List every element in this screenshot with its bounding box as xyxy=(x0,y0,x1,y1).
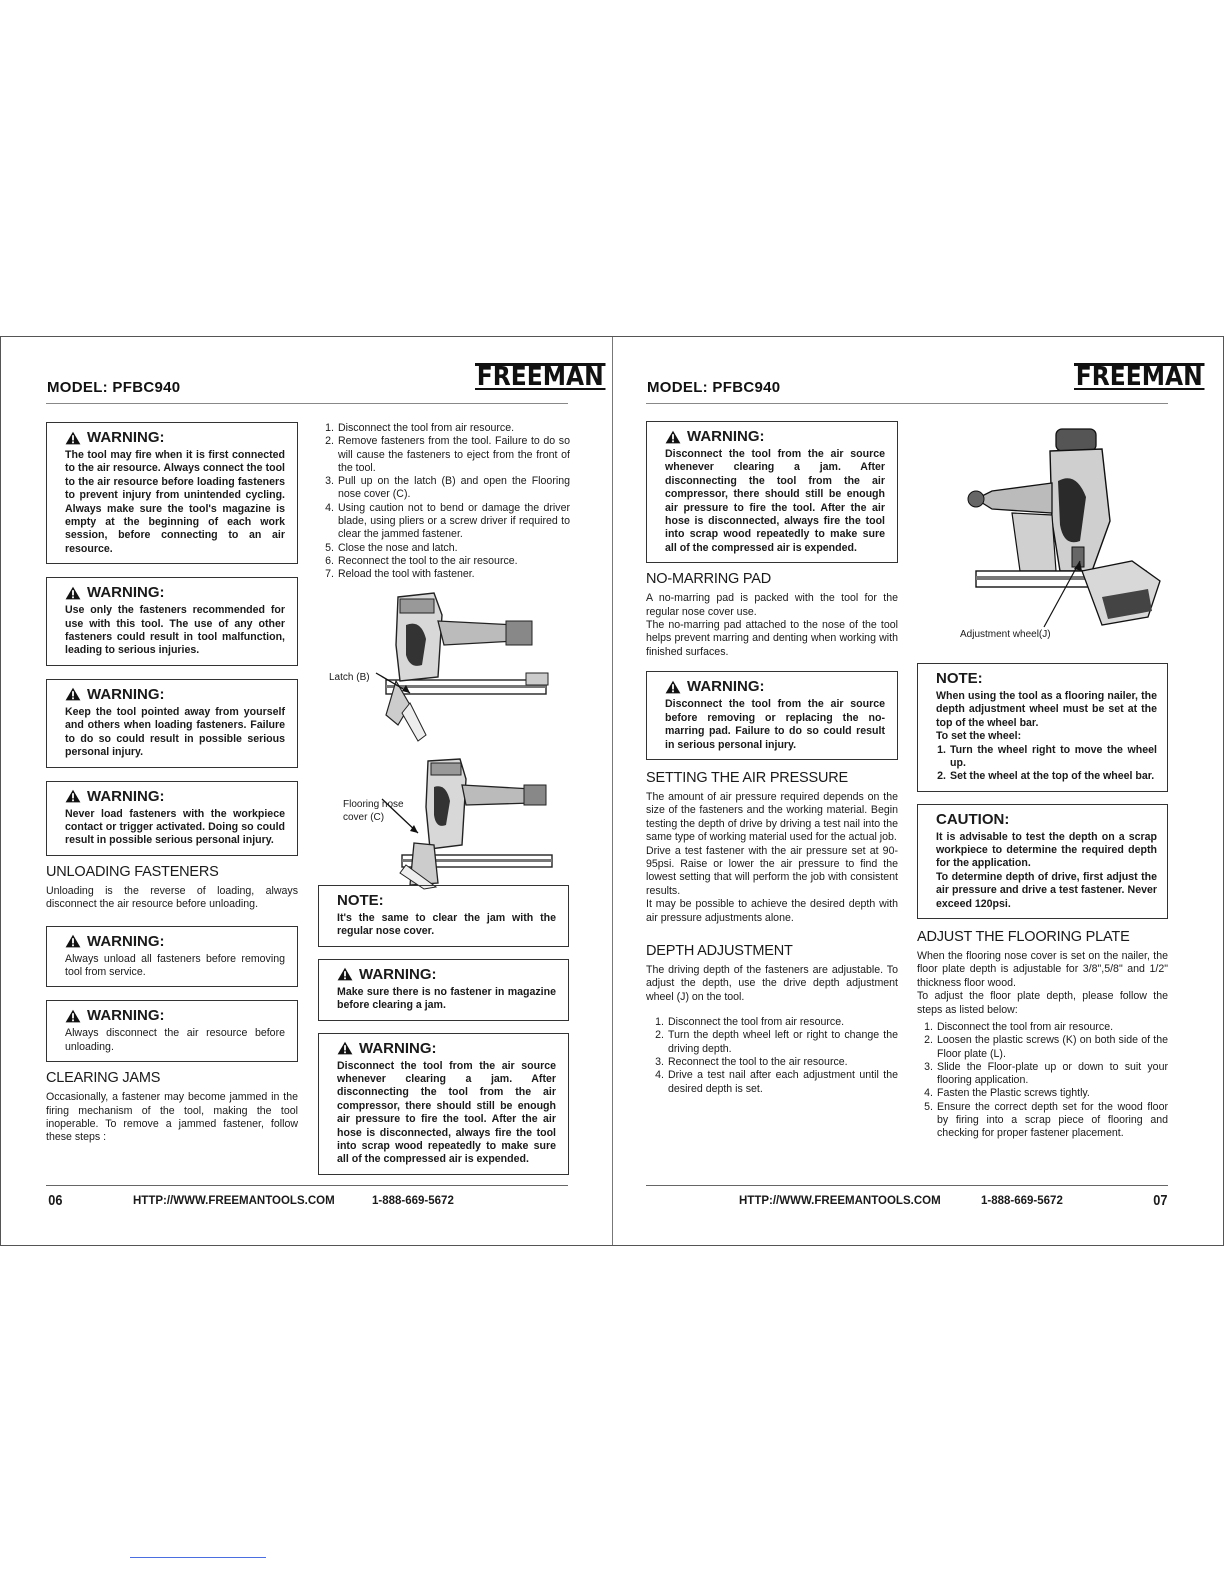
warning-icon xyxy=(665,430,681,444)
paragraph: The no-marring pad attached to the nose of the tool helps prevent marring and denting when working with finished surfaces. xyxy=(646,619,898,658)
link-underline[interactable] xyxy=(130,1557,266,1558)
model-title: MODEL: PFBC940 xyxy=(47,379,181,396)
warning-box xyxy=(318,959,569,1021)
latch-label: Latch (B) xyxy=(329,672,370,683)
warning-title: WARNING: xyxy=(87,685,165,703)
note-title: NOTE: xyxy=(337,892,384,909)
paragraph: A no-marring pad is packed with the tool for the regular nose cover use. xyxy=(646,592,898,618)
section-title: NO-MARRING PAD xyxy=(646,571,772,588)
warning-box xyxy=(46,679,298,768)
warning-text: Never load fasteners with the workpiece contact or trigger activated. Doing so could result in possible serious personal injury. xyxy=(65,807,285,847)
warning-icon xyxy=(65,934,81,948)
note-text: To set the wheel: xyxy=(936,730,1022,743)
list-item: 2. Turn the depth wheel left or right to change the driving depth. xyxy=(655,1029,898,1055)
warning-box xyxy=(46,926,298,988)
nose-cover-label: Flooring nose xyxy=(343,799,404,810)
page-07 xyxy=(612,337,1224,1245)
page-number: 07 xyxy=(1153,1192,1168,1209)
note-text: When using the tool as a flooring nailer, the depth adjustment wheel must be set at the top of the wheel bar. xyxy=(936,690,1157,729)
warning-text: Disconnect the tool from the air source whenever clearing a jam. After disconnecting the tool from the air compressor, there should still be enough air pressure to fire the tool. After the air hose is disconnected, always fire the tool into scrap wood repeatedly to make sure all of the compressed air is expended. xyxy=(337,1059,556,1166)
depth-steps-list xyxy=(646,1016,898,1096)
list-item: 2. Remove fasteners from the tool. Failure to do so will cause the fasteners to eject from the front of the tool. xyxy=(325,435,570,474)
caution-text: To determine depth of drive, first adjust the air pressure and drive a test fastener. Never exceed 120psi. xyxy=(936,870,1157,910)
manual-spread xyxy=(0,336,1224,1246)
list-item: 1. Disconnect the tool from air resource. xyxy=(325,422,515,434)
page-number: 06 xyxy=(48,1192,63,1209)
list-item: 4. Fasten the Plastic screws tightly. xyxy=(924,1087,1090,1100)
floor-steps-list xyxy=(917,1021,1168,1141)
warning-text: Disconnect the tool from the air source before removing or replacing the no-marring pad. Failure to do so could result in serious personal injury. xyxy=(665,698,885,751)
warning-icon xyxy=(665,680,681,694)
list-item: 1. Turn the wheel right to move the wheel up. xyxy=(937,743,1157,769)
caution-box xyxy=(917,804,1168,919)
list-item: 4. Drive a test nail after each adjustment until the desired depth is set. xyxy=(655,1069,898,1095)
footer-rule xyxy=(646,1185,1168,1186)
warning-title: WARNING: xyxy=(87,932,165,950)
warning-title: WARNING: xyxy=(87,787,165,805)
list-item: 1. Disconnect the tool from air resource. xyxy=(655,1016,845,1029)
warning-text: The tool may fire when it is first connected to the air resource. Always connect the tool to the air resource before loading fasteners to prevent injury from unintended cycling. Always make sure the tool's magazine is empty at the beginning of each work session, before connecting to an air resource. xyxy=(65,449,285,555)
steps-column xyxy=(320,422,570,582)
paragraph: It may be possible to achieve the desired depth with air pressure adjustments alone. xyxy=(646,898,898,924)
note-box xyxy=(917,663,1168,792)
list-item: 3. Slide the Floor-plate up or down to suit your flooring application. xyxy=(924,1060,1168,1087)
footer-url: HTTP://WWW.FREEMANTOOLS.COM xyxy=(133,1195,335,1207)
warning-text: Use only the fasteners recommended for use with this tool. The use of any other fasteners could result in tool malfunction, leading to serious injuries. xyxy=(65,604,285,657)
warning-title: WARNING: xyxy=(687,678,765,696)
section-title: DEPTH ADJUSTMENT xyxy=(646,942,793,959)
nailer-adjustment-wheel-illustration xyxy=(952,421,1176,641)
caution-text: It is advisable to test the depth on a scrap workpiece to determine the required depth for the application. xyxy=(936,830,1157,870)
warning-text: Keep the tool pointed away from yourself and others when loading fasteners. Failure to do so could result in possible serious personal injury. xyxy=(65,705,285,759)
warning-text: Make sure there is no fastener in magazine before clearing a jam. xyxy=(337,985,556,1012)
warning-title: WARNING: xyxy=(359,965,437,983)
right-column xyxy=(917,663,1168,1141)
caution-title: CAUTION: xyxy=(936,810,1010,828)
list-item: 3. Reconnect the tool to the air resource. xyxy=(655,1056,848,1069)
warning-box xyxy=(646,671,898,760)
list-item: 5. Close the nose and latch. xyxy=(325,541,458,554)
warning-title: WARNING: xyxy=(687,428,765,445)
footer-phone: 1-888-669-5672 xyxy=(981,1195,1063,1207)
nailer-latch-illustration xyxy=(326,585,556,755)
paragraph: Occasionally, a fastener may become jammed in the firing mechanism of the tool, making the tool inoperable. To remove a jammed fastener, follow these steps : xyxy=(46,1091,298,1144)
paragraph: Unloading is the reverse of loading, always disconnect the air resource before unloading. xyxy=(46,884,298,911)
section-title: CLEARING JAMS xyxy=(46,1070,161,1087)
note-title: NOTE: xyxy=(936,670,983,687)
list-item: 3. Pull up on the latch (B) and open the Flooring nose cover (C). xyxy=(325,475,570,501)
section-title: ADJUST THE FLOORING PLATE xyxy=(917,928,1130,945)
page-06 xyxy=(0,337,612,1245)
warning-title: WARNING: xyxy=(87,584,165,602)
note-column xyxy=(318,885,569,1188)
nose-cover-label: cover (C) xyxy=(343,812,385,823)
list-item: 2. Set the wheel at the top of the wheel bar. xyxy=(937,770,1155,783)
warning-text: Always disconnect the air resource before unloading. xyxy=(65,1027,285,1053)
footer-url: HTTP://WWW.FREEMANTOOLS.COM xyxy=(739,1195,941,1207)
warning-icon xyxy=(337,1041,353,1055)
list-item: 7. Reload the tool with fastener. xyxy=(325,568,475,581)
list-item: 5. Ensure the correct depth set for the wood floor by firing into a scrap piece of flooring and checking for proper fastener placement. xyxy=(924,1100,1168,1140)
paragraph: When the flooring nose cover is set on the nailer, the floor plate depth is adjustable for 3/8",5/8" and 1/2" thickness floor wood. xyxy=(917,949,1168,989)
paragraph: The driving depth of the fasteners are adjustable. To adjust the depth, use the drive depth adjustment wheel (J) on the tool. xyxy=(646,963,898,1003)
warning-box xyxy=(646,421,898,563)
note-box xyxy=(318,885,569,947)
note-text: It's the same to clear the jam with the regular nose cover. xyxy=(337,912,556,938)
paragraph: To adjust the floor plate depth, please follow the steps as listed below: xyxy=(917,990,1168,1016)
warning-icon xyxy=(337,967,353,981)
list-item: 2. Loosen the plastic screws (K) on both side of the Floor plate (L). xyxy=(924,1034,1168,1060)
header-rule xyxy=(46,403,568,404)
warning-icon xyxy=(65,687,81,701)
footer-phone: 1-888-669-5672 xyxy=(372,1195,454,1207)
adjustment-wheel-label: Adjustment wheel(J) xyxy=(960,629,1051,640)
paragraph: The amount of air pressure required depends on the size of the fasteners and the working material. Begin testing the depth of drive by driving a test nail into the same type of working material used for the actual job. xyxy=(646,790,898,844)
warning-icon xyxy=(65,789,81,803)
left-column xyxy=(646,421,898,1096)
warning-icon xyxy=(65,586,81,600)
header-rule xyxy=(646,403,1168,404)
section-title: SETTING THE AIR PRESSURE xyxy=(646,769,849,786)
warning-icon xyxy=(65,431,81,445)
left-column xyxy=(46,422,298,1145)
list-item: 6. Reconnect the tool to the air resource. xyxy=(325,554,518,567)
paragraph: Drive a test fastener with the air pressure set at 90-95psi. Raise or lower the air pressure to find the lowest setting that will perform the job with consistent results. xyxy=(646,844,898,897)
section-title: UNLOADING FASTENERS xyxy=(46,863,219,880)
freeman-logo: FREEMAN xyxy=(476,362,604,392)
warning-icon xyxy=(65,1009,81,1023)
warning-box xyxy=(46,1000,298,1062)
warning-box xyxy=(46,577,298,666)
warning-title: WARNING: xyxy=(87,429,165,446)
model-title: MODEL: PFBC940 xyxy=(647,379,781,396)
warning-text: Always unload all fasteners before removing tool from service. xyxy=(65,952,285,978)
warning-title: WARNING: xyxy=(87,1007,165,1025)
warning-box xyxy=(318,1033,569,1175)
list-item: 4. Using caution not to bend or damage the driver blade, using pliers or a screw driver if required to clear the jammed fastener. xyxy=(325,501,570,541)
freeman-logo: FREEMAN xyxy=(1075,362,1203,392)
warning-box xyxy=(46,422,298,564)
warning-text: Disconnect the tool from the air source whenever clearing a jam. After disconnecting the tool from the air compressor, there should still be enough air pressure to fire the tool. After the air hose is disconnected, always fire the tool into scrap wood repeatedly to make sure all of the compressed air is expended. xyxy=(665,448,885,554)
warning-box xyxy=(46,781,298,856)
footer-rule xyxy=(46,1185,568,1186)
list-item: 1. Disconnect the tool from air resource. xyxy=(924,1020,1114,1033)
warning-title: WARNING: xyxy=(359,1039,437,1057)
note-steps-list xyxy=(936,744,1157,784)
clearing-steps-list xyxy=(320,422,570,582)
